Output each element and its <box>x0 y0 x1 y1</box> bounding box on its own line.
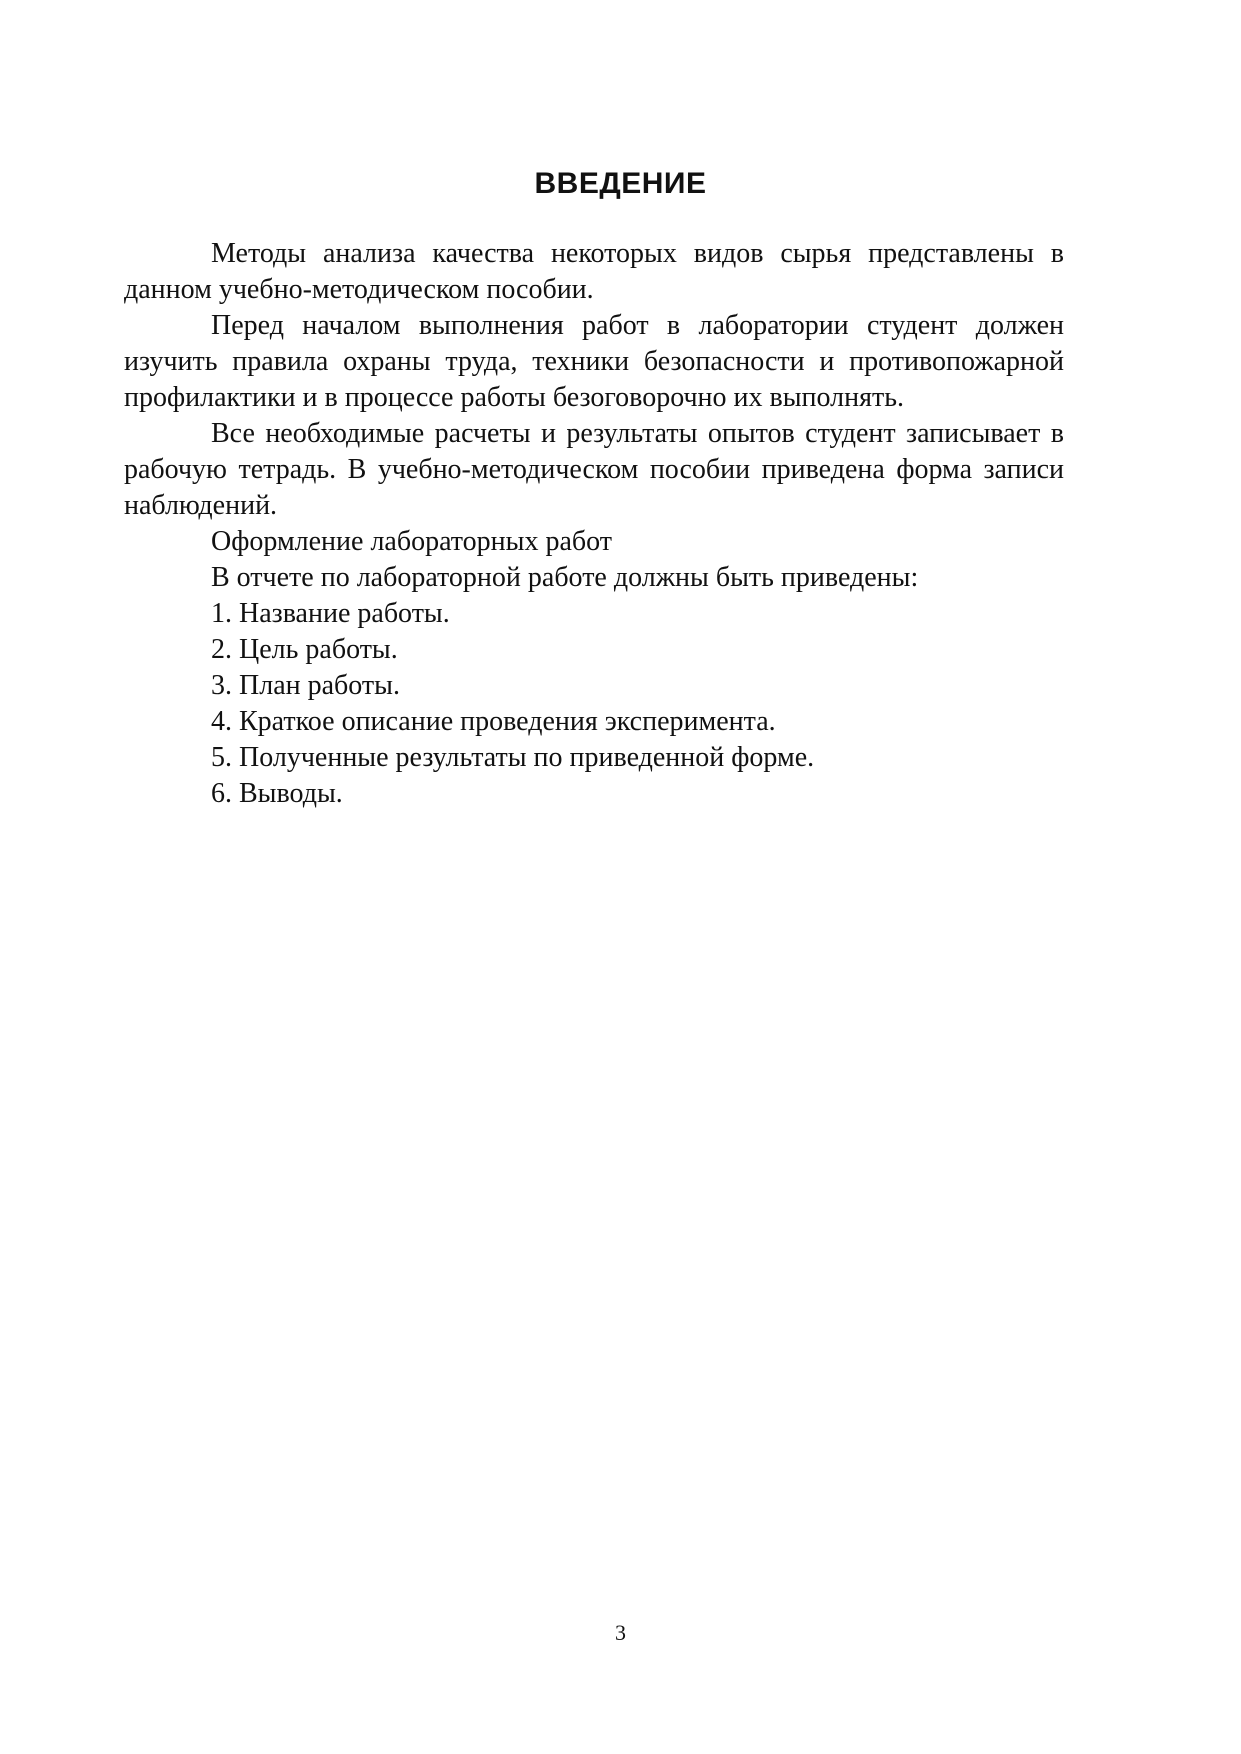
list-item: 1. Название работы. <box>211 598 450 629</box>
list-item: 3. План работы. <box>211 670 400 701</box>
list-item: 6. Выводы. <box>211 778 343 809</box>
body-text <box>124 236 1064 812</box>
section-heading: Оформление лабораторных работ <box>211 526 613 557</box>
list-item: 2. Цель работы. <box>211 634 398 665</box>
paragraph-safety: Перед началом выполнения работ в лаборатории студент должен изучить правила охраны труда, техники безопасности и противопожарной профилактики и в процессе работы безоговорочно их выполнять. <box>124 310 1064 413</box>
paragraph-methods: Методы анализа качества некоторых видов сырья представлены в данном учебно-методическом пособии. <box>124 238 1064 305</box>
list-intro: В отчете по лабораторной работе должны быть приведены: <box>211 562 919 593</box>
page-number: 3 <box>615 1620 626 1645</box>
list-item: 4. Краткое описание проведения эксперимента. <box>211 706 776 737</box>
paragraph-notebook: Все необходимые расчеты и результаты опытов студент записывает в рабочую тетрадь. В учебно-методическом пособии приведена форма записи наблюдений. <box>124 418 1064 521</box>
page-title: ВВЕДЕНИЕ <box>534 167 707 200</box>
list-item: 5. Полученные результаты по приведенной форме. <box>211 742 815 773</box>
